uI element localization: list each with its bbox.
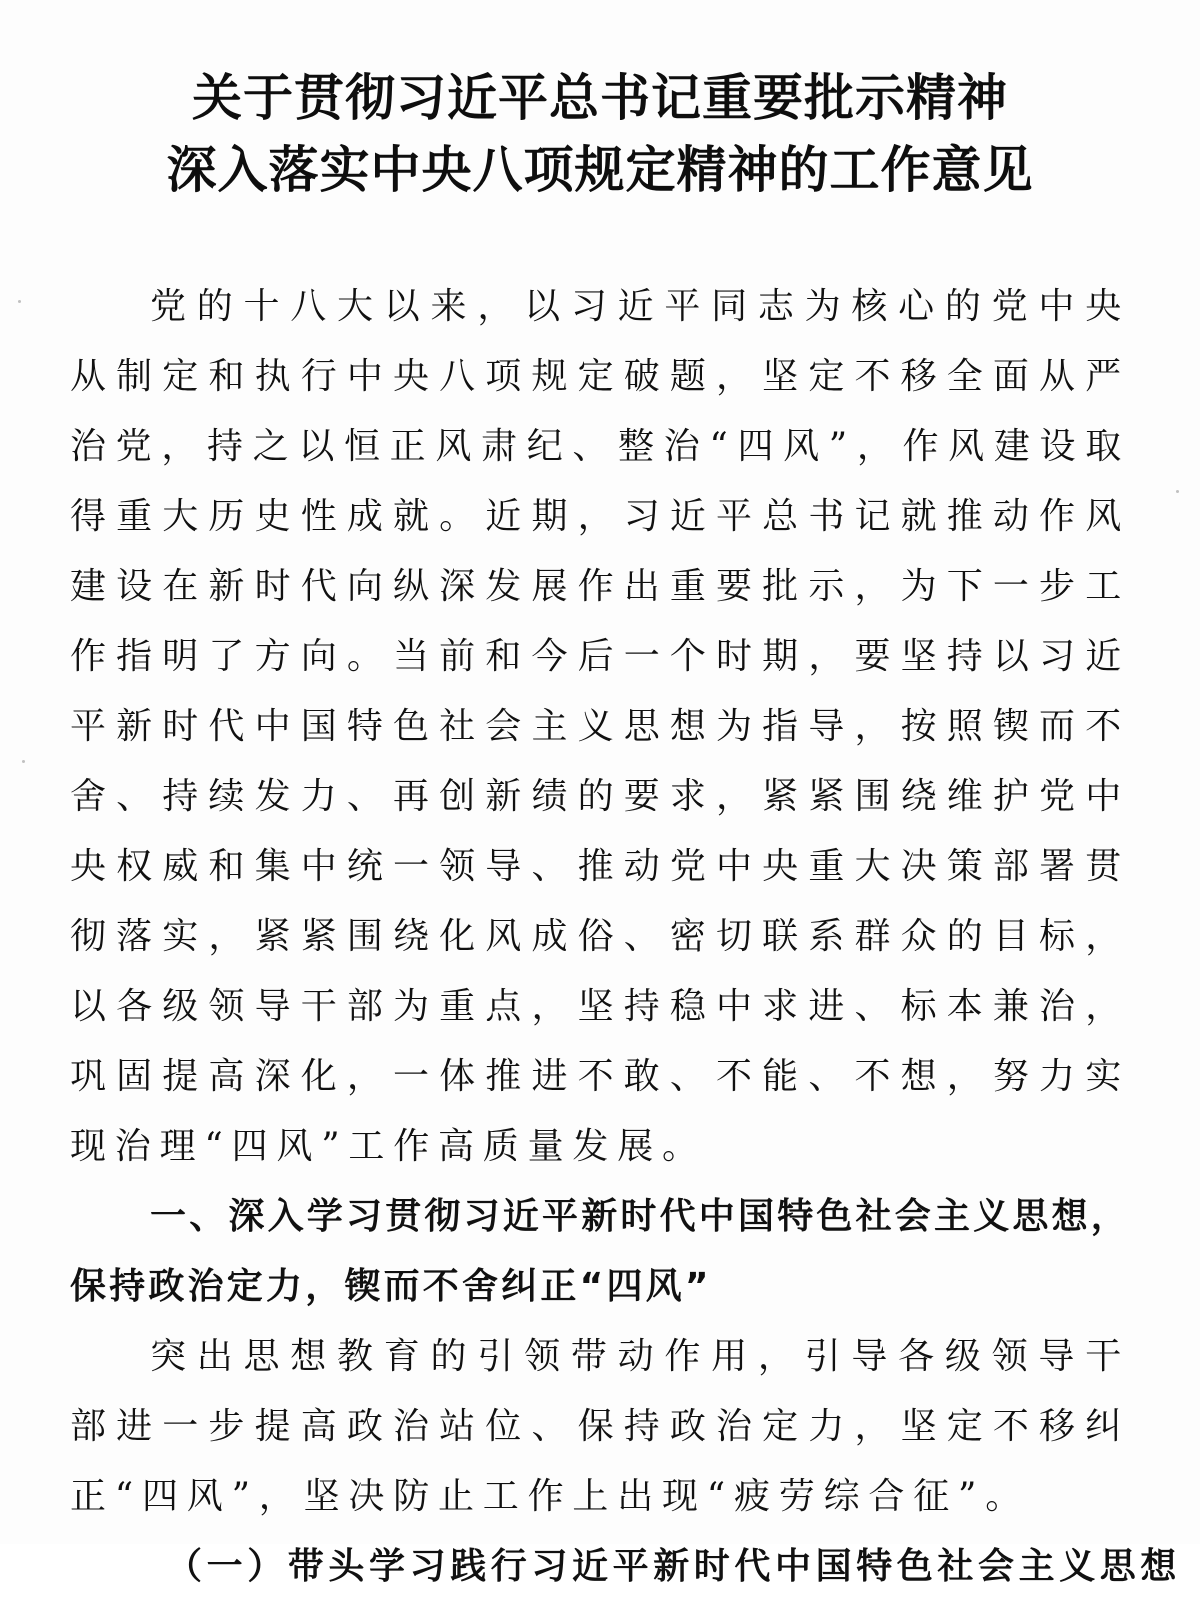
- title-line-2: 深入落实中央八项规定精神的工作意见: [166, 141, 1034, 199]
- section-paragraph-1: 突出思想教育的引领带动作用，引导各级领导干部进一步提高政治站位、保持政治定力，坚定不移纠正“四风”，坚决防止工作上出现“疲劳综合征”。: [70, 1336, 1130, 1517]
- document-title: [0, 62, 1200, 206]
- scan-speck: [22, 760, 25, 763]
- scan-speck: [18, 300, 21, 303]
- intro-paragraph: 党的十八大以来，以习近平同志为核心的党中央从制定和执行中央八项规定破题，坚定不移全面从严治党，持之以恒正风肃纪、整治“四风”，作风建设取得重大历史性成就。近期，习近平总书记就推动作风建设在新时代向纵深发展作出重要批示，为下一步工作指明了方向。当前和今后一个时期，要坚持以习近平新时代中国特色社会主义思想为指导，按照锲而不舍、持续发力、再创新绩的要求，紧紧围绕维护党中央权威和集中统一领导、推动党中央重大决策部署贯彻落实，紧紧围绕化风成俗、密切联系群众的目标，以各级领导干部为重点，坚持稳中求进、标本兼治，巩固提高深化，一体推进不敢、不能、不想，努力实现治理“四风”工作高质量发展。: [70, 286, 1130, 1167]
- scan-speck: [1176, 490, 1179, 493]
- section-heading-1: 一、深入学习贯彻习近平新时代中国特色社会主义思想，保持政治定力，锲而不舍纠正“四风”: [70, 1196, 1131, 1307]
- subsection-heading-1: （一）带头学习践行习近平新时代中国特色社会主义思想: [166, 1546, 1182, 1587]
- title-line-1: 关于贯彻习近平总书记重要批示精神: [192, 69, 1008, 127]
- document-body: [70, 272, 1182, 1602]
